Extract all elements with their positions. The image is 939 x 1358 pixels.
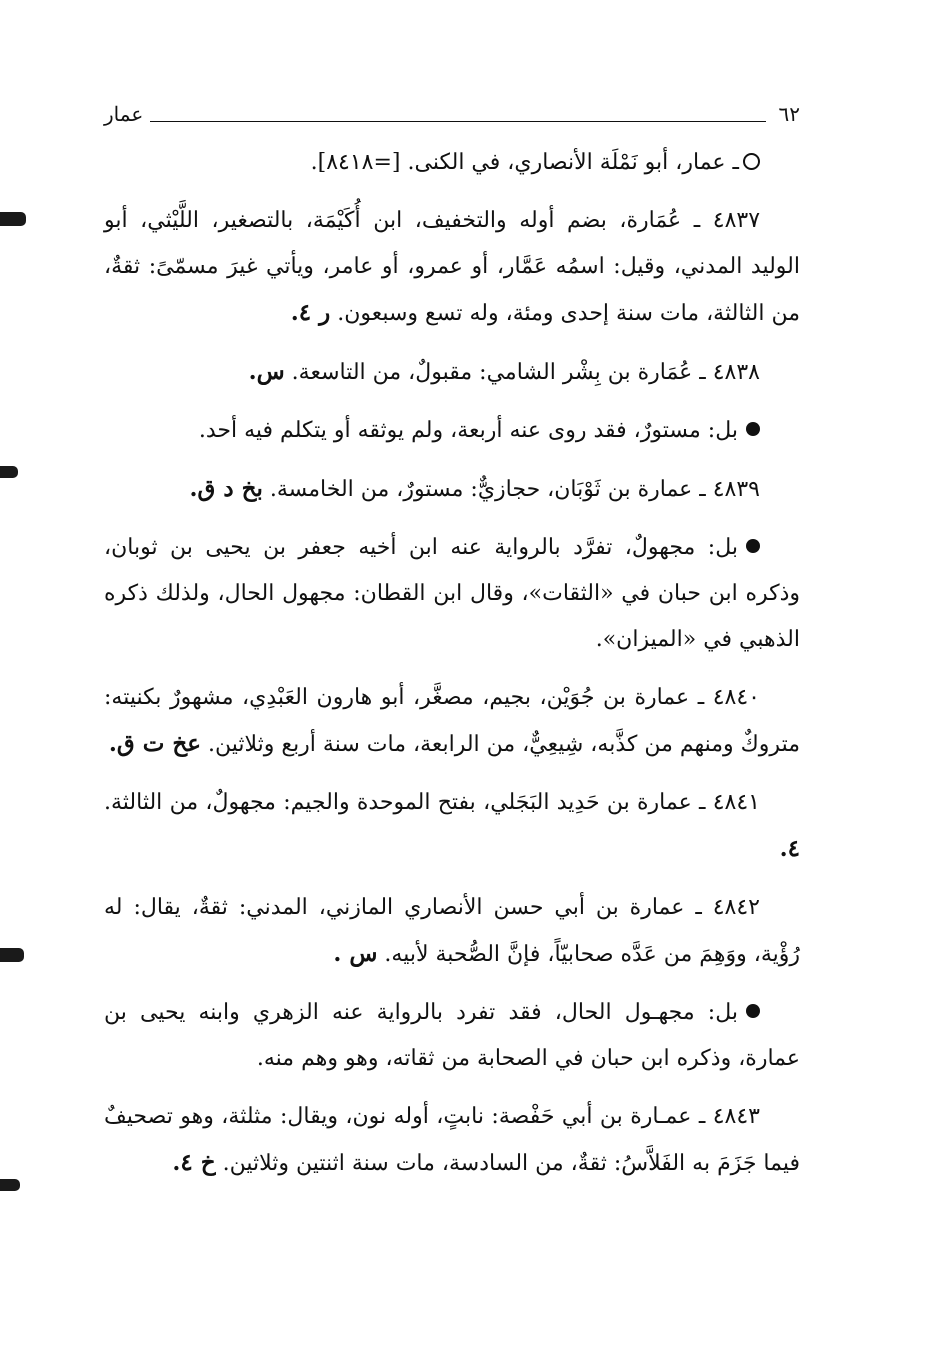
entry-4839-note xyxy=(104,525,800,663)
bullet-dot-icon xyxy=(746,1004,760,1018)
entry-code: خ ٤. xyxy=(172,1149,216,1176)
entry-text: ـ عمار، أبو نَمْلَة الأنصاري، في الكنى. [=٨٤١٨]. xyxy=(310,150,739,175)
bullet-dot-icon xyxy=(746,422,760,436)
entry-code: س . xyxy=(333,940,378,967)
entry-text: ـ عُمَارة بن بِشْر الشامي: مقبولٌ، من التاسعة. xyxy=(291,360,706,385)
entry-number: ٤٨٤٠ xyxy=(712,685,760,710)
header-rule xyxy=(150,121,766,122)
entry-text: ـ عمارة بن حَدِيد البَجَلي، بفتح الموحدة والجيم: مجهولٌ، من الثالثة. xyxy=(104,790,706,815)
scan-edge-mark xyxy=(0,466,18,478)
entry-4837 xyxy=(104,198,800,337)
open-circle-icon xyxy=(743,153,760,170)
scan-edge-mark xyxy=(0,212,26,226)
entry-4838 xyxy=(104,349,800,396)
note-text: بل: مجهولٌ، تفرَّد بالرواية عنه ابن أخيه جعفر بن يحيى بن ثوبان، وذكره ابن حبان في «الثقات»، وقال ابن القطان: مجهول الحال، ولذلك ذكره الذهبي في «الميزان». xyxy=(104,535,800,652)
entries-list xyxy=(104,140,800,1199)
entry-4840 xyxy=(104,675,800,768)
entry-code: عخ ت ق. xyxy=(108,730,201,757)
entry-code: بخ د ق. xyxy=(189,475,263,502)
entry-code: س. xyxy=(248,358,285,385)
entry-number: ٤٨٣٩ xyxy=(712,477,760,502)
running-title: عمار xyxy=(104,102,144,126)
scan-edge-mark xyxy=(0,948,24,962)
entry-4842-note xyxy=(104,990,800,1082)
note-text: بل: مستورٌ، فقد روى عنه أربعة، ولم يوثقه أو يتكلم فيه أحد. xyxy=(198,418,738,443)
entry-number: ٤٨٤٣ xyxy=(712,1104,760,1129)
bullet-dot-icon xyxy=(746,539,760,553)
note-text: بل: مجهـول الحال، فقد تفرد بالرواية عنه الزهري وابنه يحيى بن عمارة، وذكره ابن حبان في الصحابة من ثقاته، وهو وهم منه. xyxy=(104,1000,800,1071)
entry-kuna xyxy=(104,140,800,186)
entry-code: ر ٤. xyxy=(290,299,331,326)
entry-number: ٤٨٣٨ xyxy=(712,360,760,385)
running-header xyxy=(104,102,800,130)
entry-number: ٤٨٤١ xyxy=(712,790,760,815)
entry-4843 xyxy=(104,1094,800,1187)
entry-text: ـ عمارة بن ثَوْبَان، حجازيٌّ: مستورٌ، من الخامسة. xyxy=(269,477,706,502)
entry-4842 xyxy=(104,885,800,978)
entry-4839 xyxy=(104,466,800,513)
entry-number: ٤٨٤٢ xyxy=(712,895,760,920)
page-number: ٦٢ xyxy=(778,102,800,126)
entry-text: ـ عمارة بن جُوَيْن، بجيم، مصغَّر، أبو هارون العَبْدِي، مشهورٌ بكنيته: متروكٌ ومنهم من كذَّبه، شِيعِيٌّ، من الرابعة، مات سنة أربع وثلاثين. xyxy=(104,685,800,757)
entry-text: ـ عُمَارة، بضم أوله والتخفيف، ابن أُكَيْمَة، بالتصغير، اللَّيْثي، أبو الوليد المدني، وقيل: اسمُه عَمَّار، أو عمرو، أو عامر، ويأتي غيرَ مسمّىً: ثقةٌ، من الثالثة، مات سنة إحدى ومئة، وله تسع وسبعون. xyxy=(104,208,800,326)
entry-4838-note xyxy=(104,408,800,454)
entry-4841 xyxy=(104,780,800,873)
scan-edge-mark xyxy=(0,1179,20,1191)
entry-text: ـ عمـارة بن أبي حَفْصة: نابتٍ، أوله نون، ويقال: مثلثة، وهو تصحيفٌ فيما جَزَمَ به الفَلاَّسُ: ثقةٌ، من السادسة، مات سنة اثنتين وثلاثين. xyxy=(104,1104,800,1176)
entry-number: ٤٨٣٧ xyxy=(712,208,761,233)
entry-code: ٤. xyxy=(779,835,800,862)
entry-text: ـ عمارة بن أبي حسن الأنصاري المازني، المدني: ثقةٌ، يقال: له رُؤْية، ووَهِمَ من عَدَّه صحابيّاً، فإنَّ الصُّحبة لأبيه. xyxy=(104,895,800,967)
